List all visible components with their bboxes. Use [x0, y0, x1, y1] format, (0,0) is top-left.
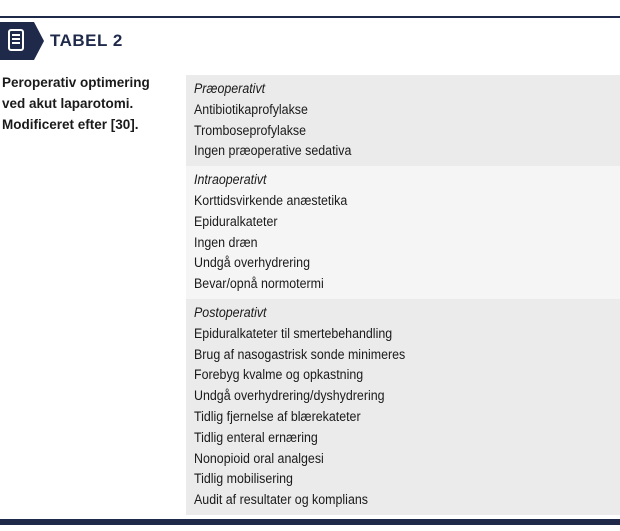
list-item: Ingen præoperative sedativa	[194, 143, 352, 159]
list-item: Bevar/opnå normotermi	[194, 276, 324, 292]
section-heading: Postoperativt	[194, 304, 267, 320]
list-item: Epiduralkateter til smertebehandling	[194, 325, 393, 341]
list-item: Audit af resultater og komplians	[194, 492, 368, 508]
top-rule	[0, 16, 620, 18]
list-item: Antibiotikaprofylakse	[194, 101, 308, 117]
table-header	[0, 22, 300, 60]
list-item: Undgå overhydrering/dyshydrering	[194, 388, 385, 404]
table-title: TABEL 2	[50, 31, 123, 50]
list-item: Epiduralkateter	[194, 213, 278, 229]
section-postoperative	[186, 299, 620, 515]
section-preoperative	[186, 75, 620, 166]
list-item: Tromboseprofylakse	[194, 122, 307, 138]
table-caption	[2, 72, 178, 135]
caption-line: Peroperativ optimering	[2, 75, 150, 90]
bottom-rule	[0, 519, 620, 525]
section-heading: Intraoperativt	[194, 172, 267, 188]
section-intraoperative	[186, 166, 620, 299]
list-item: Nonopioid oral analgesi	[194, 450, 324, 466]
caption-line: ved akut laparotomi.	[2, 96, 134, 111]
section-heading: Præoperativt	[194, 81, 266, 96]
list-item: Ingen dræn	[194, 234, 258, 250]
table-body	[186, 75, 620, 515]
list-item: Korttidsvirkende anæstetika	[194, 192, 348, 208]
list-item: Forebyg kvalme og opkastning	[194, 367, 364, 383]
document-list-icon	[0, 22, 46, 60]
list-item: Tidlig fjernelse af blærekateter	[194, 408, 361, 424]
list-item: Tidlig enteral ernæring	[194, 429, 318, 445]
list-item: Tidlig mobilisering	[194, 471, 293, 487]
list-item: Undgå overhydrering	[194, 255, 310, 271]
list-item: Brug af nasogastrisk sonde minimeres	[194, 346, 406, 362]
caption-line: Modificeret efter [30].	[2, 117, 139, 132]
